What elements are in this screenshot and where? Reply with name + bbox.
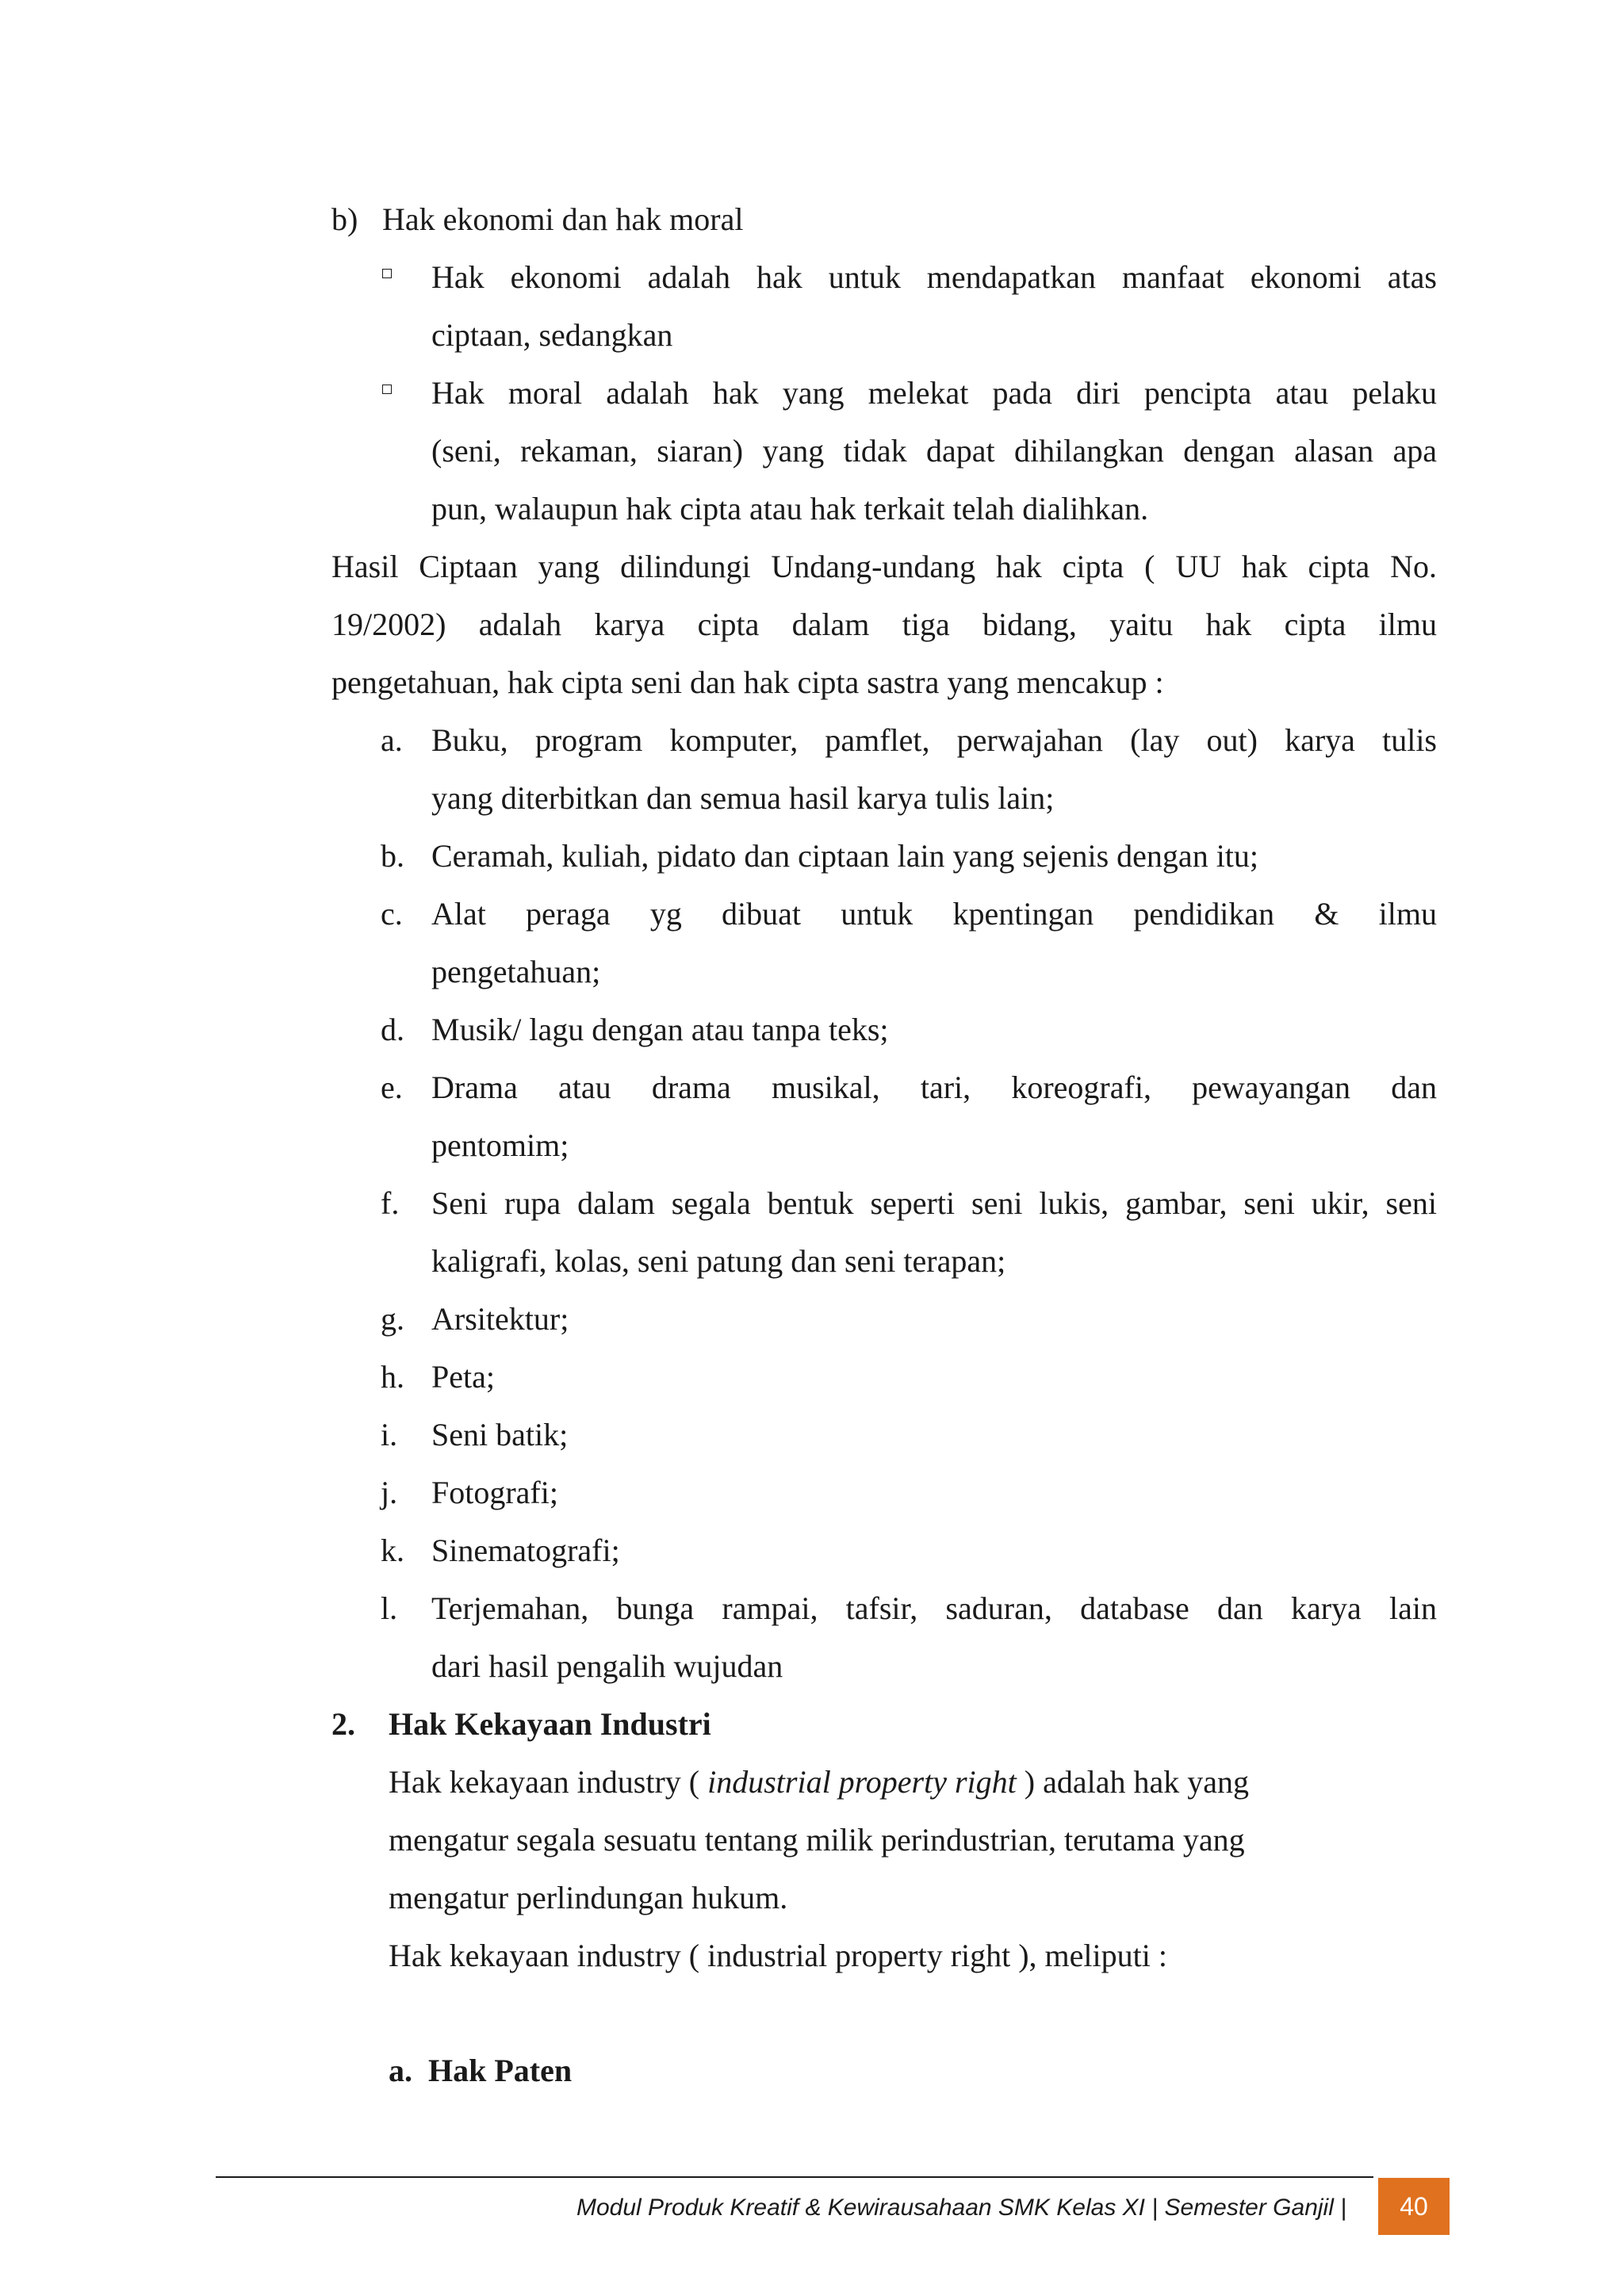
list-item-j-marker: j. [381,1475,398,1510]
square-bullet-icon [382,269,392,278]
list-item-d-marker: d. [381,1012,404,1047]
sub-heading-hak-paten: a. Hak Paten [389,2053,573,2088]
list-item-a-marker: a. [381,722,403,758]
footer-rule [216,2176,1373,2178]
section-2-line-3: mengatur perlindungan hukum. [389,1880,788,1915]
list-item-d-line-1: Musik/ lagu dengan atau tanpa teks; [431,1012,889,1047]
list-item-c-line-1: Alat peraga yg dibuat untuk kpentingan pendidikan & ilmu [431,896,1437,932]
list-item-e-marker: e. [381,1070,403,1105]
list-item-f-marker: f. [381,1185,400,1221]
list-item-i-marker: i. [381,1417,398,1452]
list-item-g-marker: g. [381,1301,404,1337]
paragraph-line-1: Hasil Ciptaan yang dilindungi Undang-undang hak cipta ( UU hak cipta No. [331,549,1437,584]
bullet-economic-line-1: Hak ekonomi adalah hak untuk mendapatkan manfaat ekonomi atas [431,259,1437,295]
bullet-economic-line-2: ciptaan, sedangkan [431,317,673,353]
italic-term: industrial property right [707,1764,1017,1800]
section-2-number: 2. [331,1706,355,1742]
section-2-line-4: Hak kekayaan industry ( industrial property right ), meliputi : [389,1938,1167,1973]
square-bullet-icon [382,385,392,394]
list-item-b-line-1: Ceramah, kuliah, pidato dan ciptaan lain yang sejenis dengan itu; [431,838,1259,874]
section-2-line-1: Hak kekayaan industry ( industrial property right ) adalah hak yang [389,1764,1249,1800]
list-item-f-line-2: kaligrafi, kolas, seni patung dan seni terapan; [431,1243,1006,1279]
list-item-k-line-1: Sinematografi; [431,1533,620,1568]
list-item-i-line-1: Seni batik; [431,1417,569,1452]
bullet-moral-line-3: pun, walaupun hak cipta atau hak terkait telah dialihkan. [431,491,1149,526]
page-number-badge: 40 [1378,2178,1450,2235]
list-item-c-line-2: pengetahuan; [431,954,601,989]
section-2-line-2: mengatur segala sesuatu tentang milik perindustrian, terutama yang [389,1822,1245,1858]
section-b-marker: b) [331,201,358,237]
list-item-h-line-1: Peta; [431,1359,495,1395]
list-item-j-line-1: Fotografi; [431,1475,558,1510]
list-item-a-line-1: Buku, program komputer, pamflet, perwajahan (lay out) karya tulis [431,722,1437,758]
paragraph-line-3: pengetahuan, hak cipta seni dan hak cipta sastra yang mencakup : [331,664,1164,700]
section-b-heading: Hak ekonomi dan hak moral [382,201,744,237]
list-item-l-marker: l. [381,1590,398,1626]
paragraph-line-2: 19/2002) adalah karya cipta dalam tiga bidang, yaitu hak cipta ilmu [331,607,1437,642]
bullet-moral-line-1: Hak moral adalah hak yang melekat pada diri pencipta atau pelaku [431,375,1437,411]
list-item-h-marker: h. [381,1359,404,1395]
list-item-e-line-2: pentomim; [431,1127,569,1163]
list-item-f-line-1: Seni rupa dalam segala bentuk seperti seni lukis, gambar, seni ukir, seni [431,1185,1437,1221]
list-item-e-line-1: Drama atau drama musikal, tari, koreografi, pewayangan dan [431,1070,1437,1105]
list-item-a-line-2: yang diterbitkan dan semua hasil karya tulis lain; [431,780,1055,816]
bullet-moral-line-2: (seni, rekaman, siaran) yang tidak dapat dihilangkan dengan alasan apa [431,433,1437,469]
list-item-b-marker: b. [381,838,404,874]
list-item-g-line-1: Arsitektur; [431,1301,569,1337]
list-item-l-line-1: Terjemahan, bunga rampai, tafsir, saduran, database dan karya lain [431,1590,1437,1626]
list-item-c-marker: c. [381,896,403,932]
list-item-l-line-2: dari hasil pengalih wujudan [431,1648,783,1684]
section-2-heading: Hak Kekayaan Industri [389,1706,711,1742]
footer-text: Modul Produk Kreatif & Kewirausahaan SMK Kelas XI | Semester Ganjil | [576,2195,1346,2221]
list-item-k-marker: k. [381,1533,404,1568]
